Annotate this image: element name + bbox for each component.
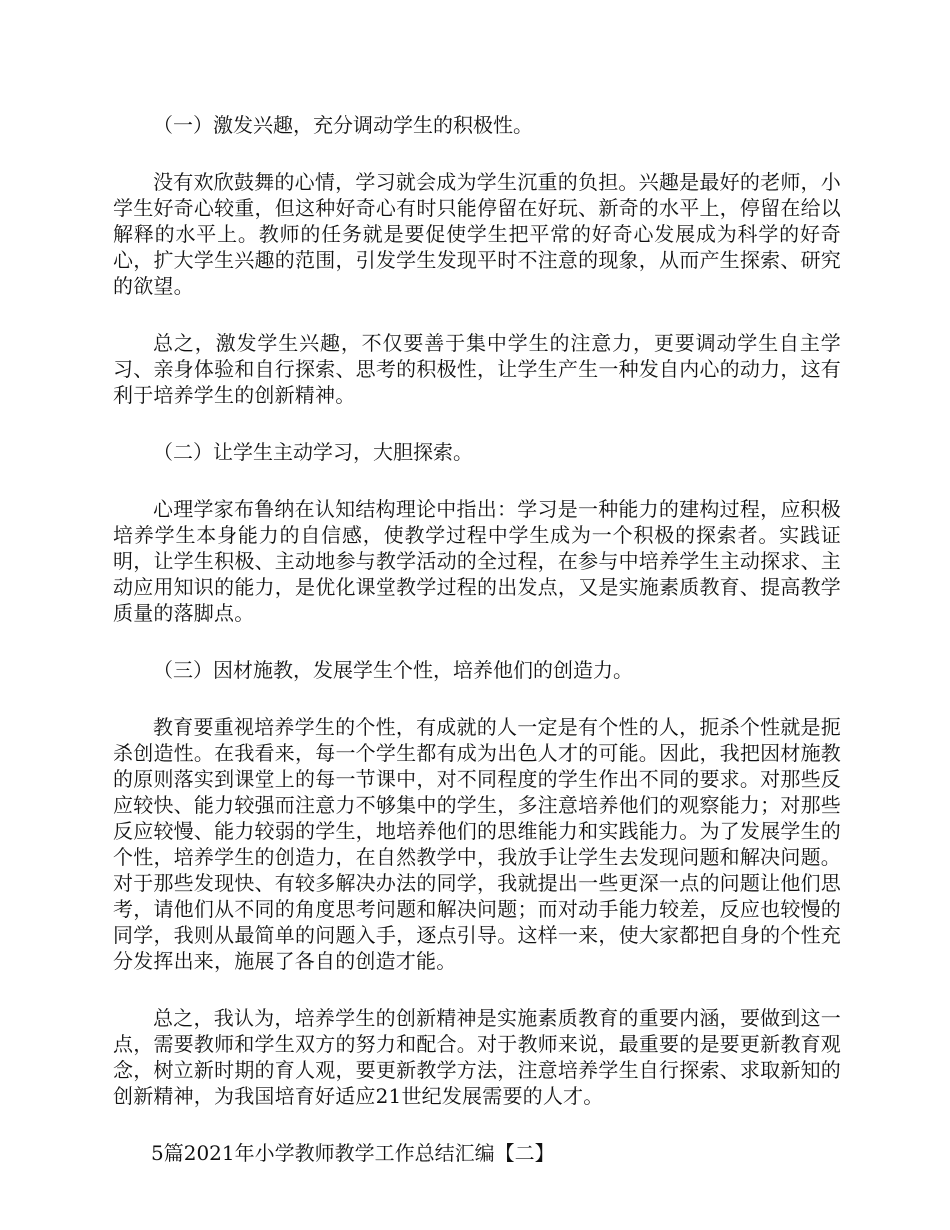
document-page bbox=[113, 112, 841, 1166]
section-heading-3: （三）因材施教，发展学生个性，培养他们的创造力。 bbox=[153, 658, 633, 682]
paragraph-4: 教育要重视培养学生的个性，有成就的人一定是有个性的人，扼杀个性就是扼杀创造性。在我看来，每一个学生都有成为出色人才的可能。因此，我把因材施教的原则落实到课堂上的每一节课中，对不同程度的学生作出不同的要求。对那些反应较快、能力较强而注意力不够集中的学生，多注意培养他们的观察能力；对那些反应较慢、能力较弱的学生，地培养他们的思维能力和实践能力。为了发展学生的个性，培养学生的创造力，在自然教学中，我放手让学生去发现问题和解决问题。对于那些发现快、有较多解决办法的同学，我就提出一些更深一点的问题让他们思考，请他们从不同的角度思考问题和解决问题；而对动手能力较差，反应也较慢的同学，我则从最简单的问题入手，逐点引导。这样一来，使大家都把自身的个性充分发挥出来，施展了各自的创造才能。 bbox=[113, 715, 841, 973]
section-heading-1: （一）激发兴趣，充分调动学生的积极性。 bbox=[153, 113, 533, 137]
paragraph-2: 总之，激发学生兴趣，不仅要善于集中学生的注意力，更要调动学生自主学习、亲身体验和自行探索、思考的积极性，让学生产生一种发自内心的动力，这有利于培养学生的创新精神。 bbox=[113, 331, 841, 407]
section-heading-2: （二）让学生主动学习，大胆探索。 bbox=[153, 440, 473, 464]
paragraph-5: 总之，我认为，培养学生的创新精神是实施素质教育的重要内涵，要做到这一点，需要教师和学生双方的努力和配合。对于教师来说，最重要的是要更新教育观念，树立新时期的育人观，要更新教学方法，注意培养学生自行探索、求取新知的创新精神，为我国培育好适应21世纪发展需要的人才。 bbox=[113, 1006, 841, 1108]
paragraph-3: 心理学家布鲁纳在认知结构理论中指出：学习是一种能力的建构过程，应积极培养学生本身能力的自信感，使教学过程中学生成为一个积极的探索者。实践证明，让学生积极、主动地参与教学活动的全过程，在参与中培养学生主动探求、主动应用知识的能力，是优化课堂教学过程的出发点，又是实施素质教育、提高教学质量的落脚点。 bbox=[113, 497, 841, 625]
next-section-title: 5篇2021年小学教师教学工作总结汇编【二】 bbox=[151, 1141, 555, 1165]
paragraph-1: 没有欢欣鼓舞的心情，学习就会成为学生沉重的负担。兴趣是最好的老师，小学生好奇心较重，但这种好奇心有时只能停留在好玩、新奇的水平上，停留在给以解释的水平上。教师的任务就是要促使学生把平常的好奇心发展成为科学的好奇心，扩大学生兴趣的范围，引发学生发现平时不注意的现象，从而产生探索、研究的欲望。 bbox=[113, 170, 841, 298]
